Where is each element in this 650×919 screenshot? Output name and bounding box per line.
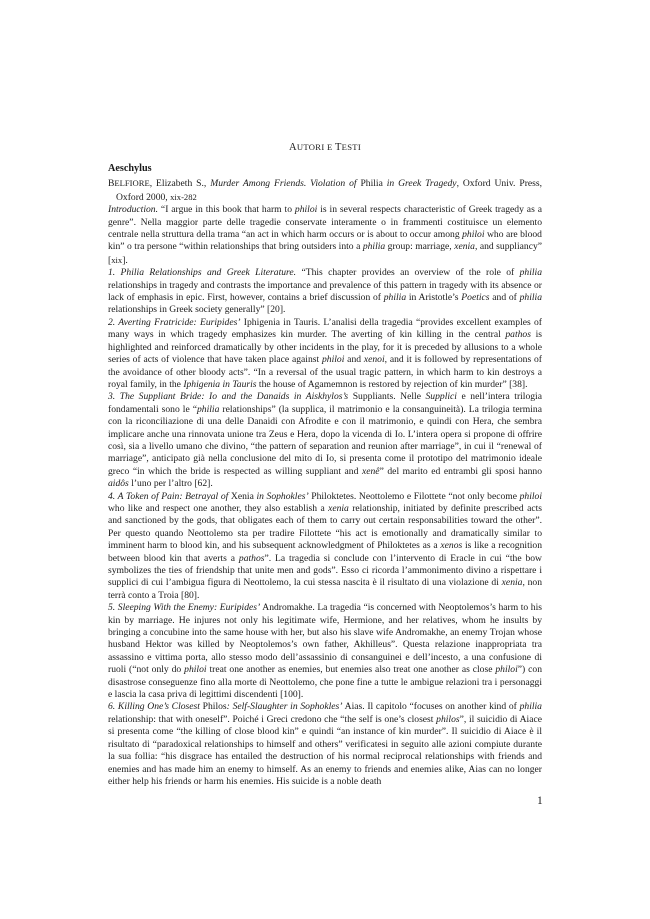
italic-text: philoi [321, 354, 345, 366]
text-run: relationship, initiated by definite prescribed acts and sanctioned by the gods, that obligates each of them to carry out certain responsabilities toward the other”. Per questo quando Neottolemo sta per tradire Filottete “his act is emotionally and dramatically similar to imminent harm to blood kin, and his subsequent acknowledgment of Philoktetes as a [108, 502, 542, 552]
text-run: ”) con disastrose conseguenze fino alla morte di Neottolemo, che pone fine a tutte le ambigue relazioni tra i personaggi e lascia la casa priva di legittimi discendenti [100]. [108, 664, 542, 701]
bibliographic-entry [108, 177, 542, 204]
summary-paragraph [108, 701, 542, 788]
text-run: xix-282 [170, 191, 197, 202]
italic-text: philia [383, 292, 407, 304]
italic-text: philoi [519, 490, 542, 502]
italic-text: xenê [361, 465, 380, 477]
italic-text: xenia [328, 502, 349, 514]
text-run: who like and respect one another, they also establish a [108, 502, 329, 514]
italic-text: philia [519, 292, 542, 304]
text-run: and of [489, 292, 520, 304]
text-run: treat one another as enemies, but enemies also treat one another as close [206, 664, 496, 676]
italic-text: philoi [294, 204, 318, 216]
text-run: Philia [360, 178, 383, 190]
italic-text: Iphigenia in Tauris [183, 378, 257, 390]
text-run: is in several respects characteristic of Greek tragedy as a genre”. Nella maggior parte delle tragedie conservate interamente o in frammenti costituisce un elemento centrale nella struttura della trama “an act in which harm occurs or is about to occur among [108, 204, 542, 241]
text-run: the house of Agamemnon is restored by rejection of kin murder” [38]. [256, 378, 528, 390]
header-text: ESTI [341, 142, 361, 152]
text-run: , Oxford Univ. Press, Oxford 2000, [116, 178, 543, 203]
section-heading: Aeschylus [108, 163, 152, 174]
text-run: ” del marito ed entrambi gli sposi hanno [379, 465, 543, 477]
italic-text: philia [362, 241, 386, 253]
text-run: ”. La tragedia si conclude con l’intervento di Eracle in cui “the bow symbolizes the ties of friendship that unite men and gods”. Esso ci ricorda l’ammonimento divino a rispettare i supplici di cui l’ambigua figura di Neottolemo, la cui stessa nascita è il risultato di una violazione di [108, 552, 542, 589]
text-run: , and suppliancy” [ [108, 241, 543, 266]
text-run: “I argue in this book that harm to [158, 204, 295, 216]
text-run: ]. [122, 254, 128, 266]
italic-text: Introduction. [108, 204, 159, 216]
italic-text: in Greek Tragedy [382, 178, 457, 190]
header-initial: T [334, 142, 342, 153]
summary-paragraph [108, 204, 542, 267]
header-text: UTORI E [296, 142, 335, 152]
bibliography-body [108, 163, 542, 788]
text-run: who are blood kin” o tra persone “within relationships that bring outsiders into a [108, 229, 542, 253]
italic-text: xenia [454, 241, 475, 253]
italic-text: xenoi [363, 354, 385, 366]
text-run: is like a recognition between blood kin that averts a [108, 540, 542, 564]
text-run: ”, il suicidio di Aiace si presenta come “the killing of close blood kin” e quindi “an instance of kin murder”. Il suicidio di Aiace è il risultato di “paradoxical relationships to himself and others” verificatesi in seguito alle azioni compiute durante la sua follia: “his disgrace has entailed the destruction of his normal reciprocal relationships with friends and enemies and has made him an enemy to himself. As an enemy to friends and enemies alike, Aias can no longer either help his friends or harm his enemies. His suicide is a noble death [108, 713, 542, 787]
text-run: relationship: that with oneself”. Poiché i Greci credono che “the self is one’s closest [108, 713, 437, 725]
italic-text: 3. The Suppliant Bride: Io and the Danaids in Aiskhylos’s [108, 391, 349, 403]
italic-text: philos [436, 713, 460, 725]
text-run: “This chapter provides an overview of the role of [296, 267, 520, 279]
text-run: Suppliants. Nelle [348, 391, 426, 403]
text-run: Andromakhe. La tragedia “is concerned with Neoptolemos’s harm to his kin by marriage. He injures not only his legitimate wife, Hermione, and her relatives, whom he insults by bringing a concubine into the same house with her, but also his slave wife Andromakhe, an enemy Trojan whose husband Hektor was killed by Neoptolemos’s own father, Akhilleus”. Questa relazione inappropriata tra assassino e vittima porta, allo stesso modo dell’assassinio di consanguinei e dell’incesto, a una confusione di ruoli (“not only do [108, 602, 542, 676]
italic-text: : Self-Slaughter in Sophokles’ [226, 701, 343, 713]
text-run: is highlighted and reinforced dramatically by other incidents in the play, for it is preceded by allusions to a whole series of acts of violence that have taken place against [108, 329, 542, 366]
summary-paragraph [108, 602, 542, 701]
running-header [0, 142, 650, 153]
page-number: 1 [537, 795, 543, 807]
italic-text: philia [519, 267, 543, 279]
text-run: Philos [199, 701, 227, 713]
italic-text: Supplici [425, 391, 457, 403]
italic-text: pathos [505, 329, 531, 341]
italic-text: philoi [462, 229, 485, 241]
italic-text: philia [519, 701, 542, 713]
summary-paragraph [108, 491, 542, 603]
summary-paragraph [108, 317, 542, 391]
text-run: , non terrà conto a Troia [80]. [108, 577, 543, 601]
italic-text: philoi [495, 664, 518, 676]
text-run: B [108, 178, 115, 190]
italic-text: 2. Averting Fratricide: Euripides’ [108, 316, 241, 328]
text-run: e nell’intera trilogia fondamentali sono le “ [108, 391, 542, 415]
text-run: relationships” (la supplica, il matrimonio e la consanguineità). La trilogia termina con la riconciliazione di una delle Danaidi con Afrodite e con il matrimonio, e quindi con Hera, che sembra implicare anche una rinnovata unione tra Zeus e Hera, dopo la vicenda di Io. L’intera opera si propone di offrire così, sia a livello umano che divino, “the pattern of separation and reunion after marriage”, in cui il “renewal of marriage”, anticipato già nella conclusione del mito di Io, si presenta come il prototipo del matrimonio ideale greco “in which the bride is respected as willing suppliant and [108, 403, 542, 477]
italic-text: 4. A Token of Pain: Betrayal of [108, 490, 229, 502]
text-run: and [344, 354, 364, 366]
text-run: Philoktetes. Neottolemo e Filottete “not only become [308, 490, 520, 502]
italic-text: xenos [440, 540, 463, 552]
italic-text: Poetics [461, 292, 490, 304]
text-run: ELFIORE [114, 178, 150, 189]
italic-text: in Sophokles’ [256, 490, 309, 502]
text-run: Xenia [228, 490, 257, 502]
text-run: , Elizabeth S., [149, 178, 211, 190]
italic-text: pathos [238, 552, 265, 564]
text-run: Iphigenia in Tauris. L’analisi della tragedia “provides excellent examples of many ways in which tragedy emphasizes kin murder. The averting of kin killing in the central [108, 316, 542, 341]
italic-text: philoi [184, 664, 207, 676]
text-run: xix [111, 254, 123, 265]
text-run: group: marriage, [385, 241, 455, 253]
header-initial: A [289, 142, 297, 153]
italic-text: xenia [501, 577, 523, 589]
text-run: , and it is followed by representations of the avoidance of other bloody acts”. “In a reversal of the usual tragic pattern, in which harm to kin destroys a royal family, in the [108, 354, 543, 390]
italic-text: aidôs [108, 478, 129, 490]
text-run: in Aristotle’s [406, 292, 462, 304]
italic-text: 1. Philia Relationships and Greek Literature. [108, 267, 297, 279]
text-run: relationships in tragedy and contrasts the importance and prevalence of this pattern in tragedy with its absence or lack of emphasis in epic. First, however, contains a brief discussion of [108, 279, 542, 304]
summary-paragraph [108, 267, 542, 317]
italic-text: philia [197, 403, 220, 415]
summary-paragraph [108, 391, 542, 490]
italic-text: 5. Sleeping With the Enemy: Euripides’ [108, 602, 261, 614]
italic-text: 6. Killing One’s Closest [108, 701, 200, 713]
text-run: l’uno per l’altro [62]. [128, 478, 213, 490]
text-run: relationships in Greek society generally” [20]. [108, 304, 286, 316]
text-run: Aias. Il capitolo “focuses on another kind of [342, 701, 520, 713]
italic-text: Murder Among Friends. Violation of [210, 178, 361, 190]
